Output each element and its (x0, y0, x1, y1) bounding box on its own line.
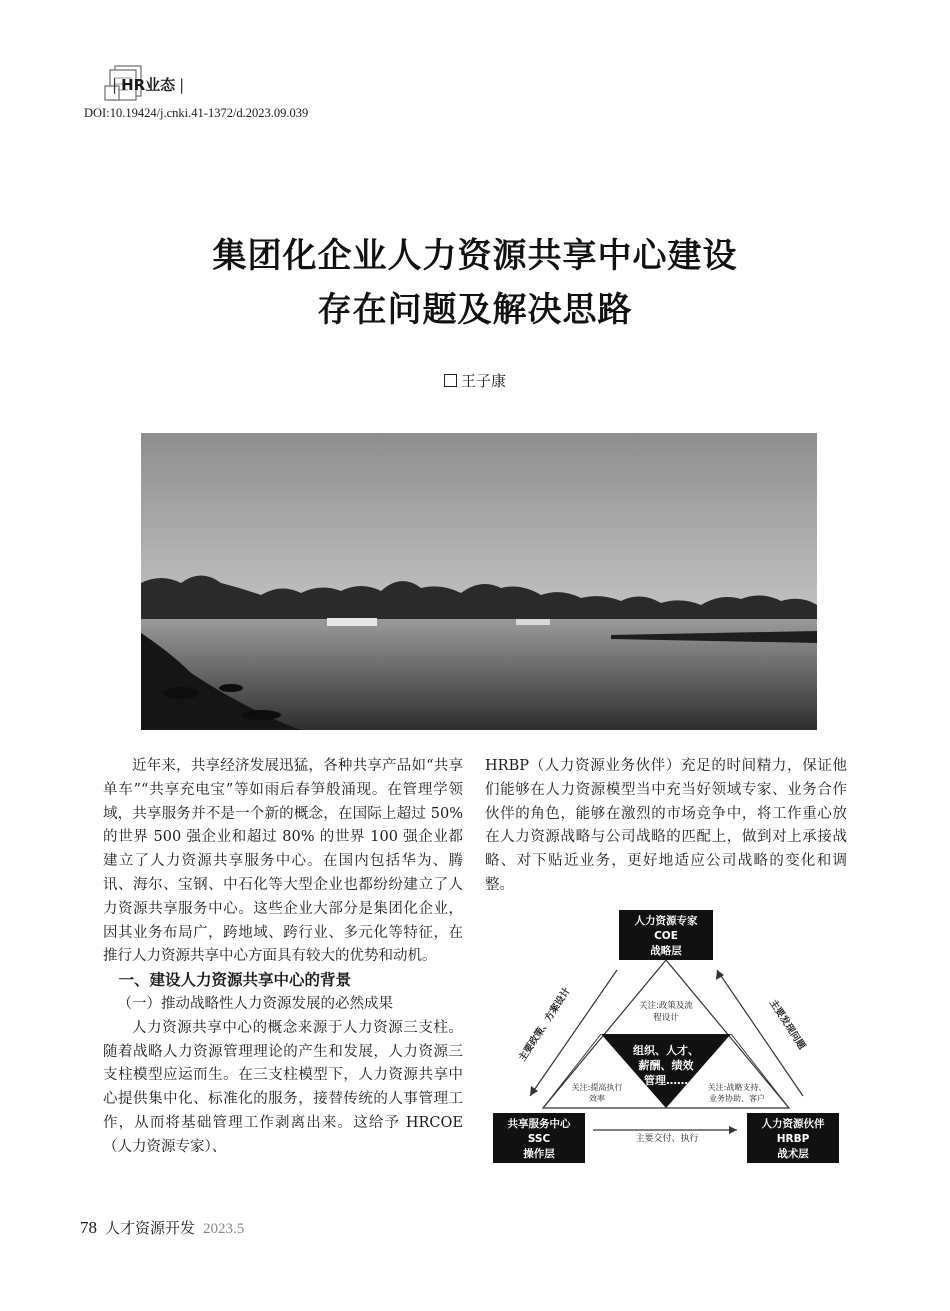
hrbp-line3: 战术层 (777, 1148, 809, 1160)
body-left-column (103, 755, 463, 1160)
left-focus-line1: 关注:提高执行 (571, 1083, 623, 1092)
paragraph-background: 人力资源共享中心的概念来源于人力资源三支柱。随着战略人力资源管理理论的产生和发展，人力资源三支柱模型应运而生。在三支柱模型下，人力资源共享中心提供集中化、标准化的服务，接替传统的人事管理工作，从而将基础管理工作剥离出来。这给予 HRCOE（人力资源专家）、 (103, 1019, 463, 1155)
paragraph-continued: HRBP（人力资源业务伙伴）充足的时间精力，保证他们能够在人力资源模型当中充当好领域专家、业务合作伙伴的角色，能够在激烈的市场竞争中，将工作重心放在人力资源战略与公司战略的匹配上，做到对上承接战略、对下贴近业务，更好地适应公司战略的变化和调整。 (485, 758, 847, 893)
coe-line2: COE (654, 930, 678, 942)
page-footer (80, 1217, 244, 1238)
bottom-arrow-label: 主要交付、执行 (635, 1134, 699, 1144)
coe-line3: 战略层 (650, 945, 682, 957)
right-arrow-label: 主要发现问题 (766, 997, 808, 1052)
body-right-column (485, 755, 847, 898)
author (0, 370, 950, 391)
ssc-line2: SSC (527, 1133, 551, 1145)
center-line1: 组织、人才、 (633, 1044, 699, 1057)
section-label: HR业态 (121, 76, 176, 94)
right-focus-line1: 关注:战略支持、 (707, 1083, 767, 1092)
coe-line1: 人力资源专家 (634, 915, 698, 927)
article-title-line2: 存在问题及解决思路 (317, 290, 633, 330)
hrbp-line2: HRBP (776, 1133, 810, 1145)
subsection-heading: （一）推动战略性人力资源发展的必然成果 (117, 995, 393, 1012)
ssc-line1: 共享服务中心 (507, 1118, 571, 1130)
hrbp-line1: 人力资源伙伴 (761, 1118, 825, 1130)
river-photo (141, 433, 817, 730)
doi: DOI:10.19424/j.cnki.41-1372/d.2023.09.039 (84, 106, 309, 120)
top-focus-line1: 关注:政策及流 (639, 1001, 693, 1011)
section-tag: | HR业态 | (112, 76, 185, 94)
journal-name: 人才资源开发 (105, 1219, 196, 1237)
article-title-line1: 集团化企业人力资源共享中心建设 (212, 236, 738, 276)
center-line3: 管理…… (644, 1074, 688, 1087)
right-focus-line2: 业务协助、客户 (709, 1094, 765, 1103)
ssc-line3: 操作层 (523, 1148, 555, 1160)
center-line2: 薪酬、绩效 (638, 1059, 694, 1072)
page-number: 78 (80, 1218, 97, 1237)
left-focus-line2: 效率 (589, 1094, 605, 1103)
top-focus-line2: 程设计 (653, 1013, 679, 1023)
issue-number: 2023.5 (203, 1221, 245, 1237)
three-pillars-diagram (485, 908, 847, 1165)
section-heading: 一、建设人力资源共享中心的背景 (118, 971, 352, 990)
author-name: 王子康 (460, 372, 506, 390)
left-arrow-label: 主要政策、方案设计 (517, 985, 573, 1064)
paragraph-intro: 近年来，共享经济发展迅猛，各种共享产品如“共享单车”“共享充电宝”等如雨后春笋般涌现。在管理学领域，共享服务并不是一个新的概念，在国际上超过 50% 的世界 500 强企业和超过 80% 的世界 100 强企业都建立了人力资源共享服务中心。在国内包括华为、腾讯、海尔、宝钢、中石化等大型企业也都纷纷建立了人力资源共享服务中心。这些企业大部分是集团化企业，因其业务布局广，跨地域、跨行业、多元化等特征，在推行人力资源共享中心方面具有较大的优势和动机。 (103, 758, 463, 965)
